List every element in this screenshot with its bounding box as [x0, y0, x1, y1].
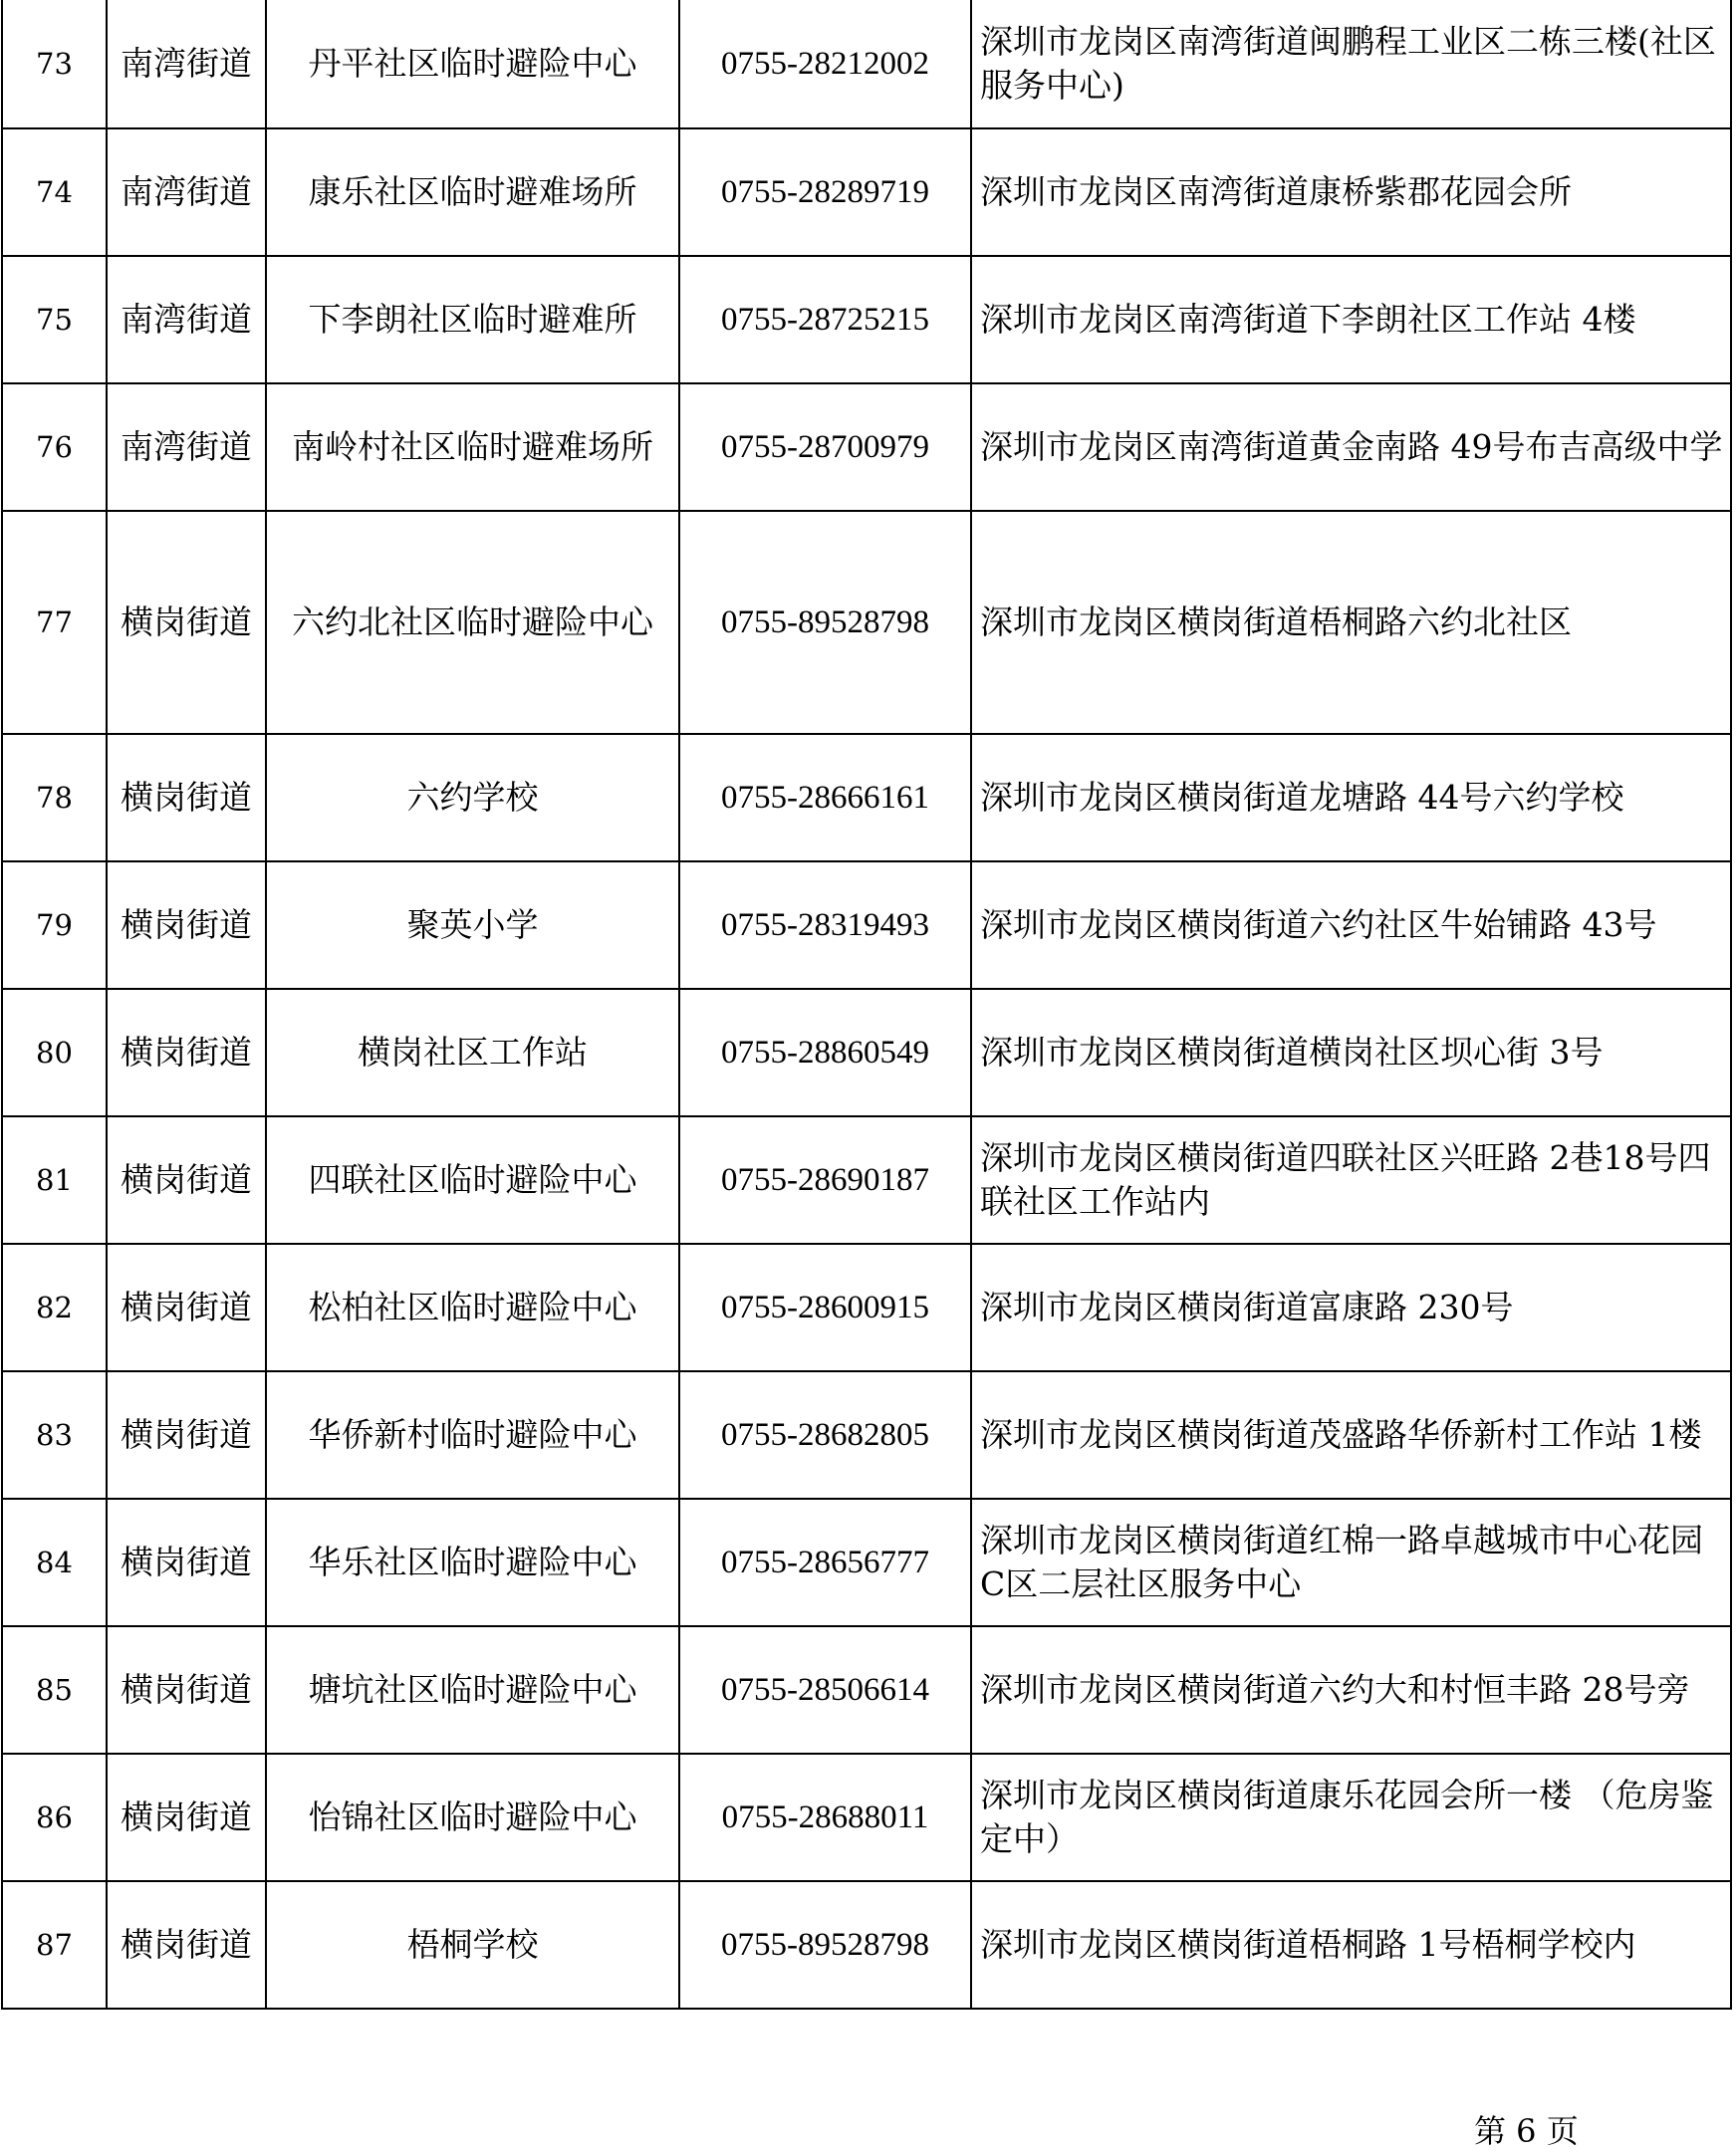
address-cell: 深圳市龙岗区横岗街道梧桐路 1号梧桐学校内 [971, 1881, 1731, 2009]
row-number-cell: 82 [2, 1244, 107, 1371]
row-number-cell: 86 [2, 1754, 107, 1881]
phone-cell: 0755-89528798 [679, 511, 971, 734]
row-number-cell: 81 [2, 1116, 107, 1244]
shelter-name-cell: 松柏社区临时避险中心 [266, 1244, 679, 1371]
address-cell: 深圳市龙岗区南湾街道闽鹏程工业区二栋三楼(社区服务中心) [971, 0, 1731, 128]
table-row [2, 128, 1731, 256]
address-cell: 深圳市龙岗区横岗街道康乐花园会所一楼 （危房鉴定中） [971, 1754, 1731, 1881]
row-number-cell: 78 [2, 734, 107, 861]
phone-cell: 0755-28690187 [679, 1116, 971, 1244]
street-cell: 横岗街道 [107, 511, 266, 734]
street-cell: 南湾街道 [107, 0, 266, 128]
phone-cell: 0755-28212002 [679, 0, 971, 128]
shelter-name-cell: 梧桐学校 [266, 1881, 679, 2009]
address-cell: 深圳市龙岗区南湾街道下李朗社区工作站 4楼 [971, 256, 1731, 383]
address-cell: 深圳市龙岗区横岗街道六约社区牛始铺路 43号 [971, 861, 1731, 989]
street-cell: 横岗街道 [107, 1881, 266, 2009]
address-cell: 深圳市龙岗区横岗街道红棉一路卓越城市中心花园C区二层社区服务中心 [971, 1499, 1731, 1626]
street-cell: 横岗街道 [107, 1371, 266, 1499]
table-row [2, 1371, 1731, 1499]
phone-cell: 0755-28666161 [679, 734, 971, 861]
street-cell: 横岗街道 [107, 1116, 266, 1244]
shelter-table-body [2, 0, 1731, 2009]
phone-cell: 0755-28688011 [679, 1754, 971, 1881]
table-row [2, 1244, 1731, 1371]
shelter-name-cell: 华乐社区临时避险中心 [266, 1499, 679, 1626]
row-number-cell: 77 [2, 511, 107, 734]
table-row [2, 1499, 1731, 1626]
phone-cell: 0755-28600915 [679, 1244, 971, 1371]
shelter-name-cell: 横岗社区工作站 [266, 989, 679, 1116]
address-cell: 深圳市龙岗区横岗街道梧桐路六约北社区 [971, 511, 1731, 734]
shelter-name-cell: 华侨新村临时避险中心 [266, 1371, 679, 1499]
address-cell: 深圳市龙岗区横岗街道龙塘路 44号六约学校 [971, 734, 1731, 861]
shelter-name-cell: 四联社区临时避险中心 [266, 1116, 679, 1244]
row-number-cell: 85 [2, 1626, 107, 1754]
address-cell: 深圳市龙岗区南湾街道黄金南路 49号布吉高级中学 [971, 383, 1731, 511]
shelter-name-cell: 六约学校 [266, 734, 679, 861]
address-cell: 深圳市龙岗区横岗街道茂盛路华侨新村工作站 1楼 [971, 1371, 1731, 1499]
phone-cell: 0755-28656777 [679, 1499, 971, 1626]
street-cell: 横岗街道 [107, 1499, 266, 1626]
address-cell: 深圳市龙岗区南湾街道康桥紫郡花园会所 [971, 128, 1731, 256]
row-number-cell: 83 [2, 1371, 107, 1499]
phone-cell: 0755-28319493 [679, 861, 971, 989]
street-cell: 南湾街道 [107, 256, 266, 383]
street-cell: 横岗街道 [107, 1754, 266, 1881]
phone-cell: 0755-28860549 [679, 989, 971, 1116]
table-row [2, 989, 1731, 1116]
shelter-name-cell: 塘坑社区临时避险中心 [266, 1626, 679, 1754]
phone-cell: 0755-28725215 [679, 256, 971, 383]
table-row [2, 1881, 1731, 2009]
street-cell: 南湾街道 [107, 383, 266, 511]
shelter-name-cell: 康乐社区临时避难场所 [266, 128, 679, 256]
row-number-cell: 79 [2, 861, 107, 989]
table-row [2, 1626, 1731, 1754]
street-cell: 横岗街道 [107, 1244, 266, 1371]
row-number-cell: 74 [2, 128, 107, 256]
table-row [2, 861, 1731, 989]
row-number-cell: 80 [2, 989, 107, 1116]
row-number-cell: 84 [2, 1499, 107, 1626]
shelter-table [1, 0, 1732, 2010]
street-cell: 南湾街道 [107, 128, 266, 256]
row-number-cell: 75 [2, 256, 107, 383]
table-row [2, 0, 1731, 128]
phone-cell: 0755-28700979 [679, 383, 971, 511]
shelter-name-cell: 聚英小学 [266, 861, 679, 989]
phone-cell: 0755-89528798 [679, 1881, 971, 2009]
street-cell: 横岗街道 [107, 989, 266, 1116]
table-row [2, 383, 1731, 511]
street-cell: 横岗街道 [107, 861, 266, 989]
shelter-name-cell: 下李朗社区临时避难所 [266, 256, 679, 383]
phone-cell: 0755-28682805 [679, 1371, 971, 1499]
phone-cell: 0755-28506614 [679, 1626, 971, 1754]
table-row [2, 1116, 1731, 1244]
table-row [2, 734, 1731, 861]
address-cell: 深圳市龙岗区横岗街道横岗社区坝心街 3号 [971, 989, 1731, 1116]
shelter-name-cell: 丹平社区临时避险中心 [266, 0, 679, 128]
row-number-cell: 73 [2, 0, 107, 128]
street-cell: 横岗街道 [107, 1626, 266, 1754]
address-cell: 深圳市龙岗区横岗街道四联社区兴旺路 2巷18号四联社区工作站内 [971, 1116, 1731, 1244]
shelter-name-cell: 六约北社区临时避险中心 [266, 511, 679, 734]
address-cell: 深圳市龙岗区横岗街道富康路 230号 [971, 1244, 1731, 1371]
table-row [2, 511, 1731, 734]
table-row [2, 256, 1731, 383]
shelter-name-cell: 南岭村社区临时避难场所 [266, 383, 679, 511]
table-row [2, 1754, 1731, 1881]
row-number-cell: 76 [2, 383, 107, 511]
row-number-cell: 87 [2, 1881, 107, 2009]
address-cell: 深圳市龙岗区横岗街道六约大和村恒丰路 28号旁 [971, 1626, 1731, 1754]
street-cell: 横岗街道 [107, 734, 266, 861]
phone-cell: 0755-28289719 [679, 128, 971, 256]
shelter-name-cell: 怡锦社区临时避险中心 [266, 1754, 679, 1881]
page-number: 第 6 页 [1474, 2112, 1579, 2150]
